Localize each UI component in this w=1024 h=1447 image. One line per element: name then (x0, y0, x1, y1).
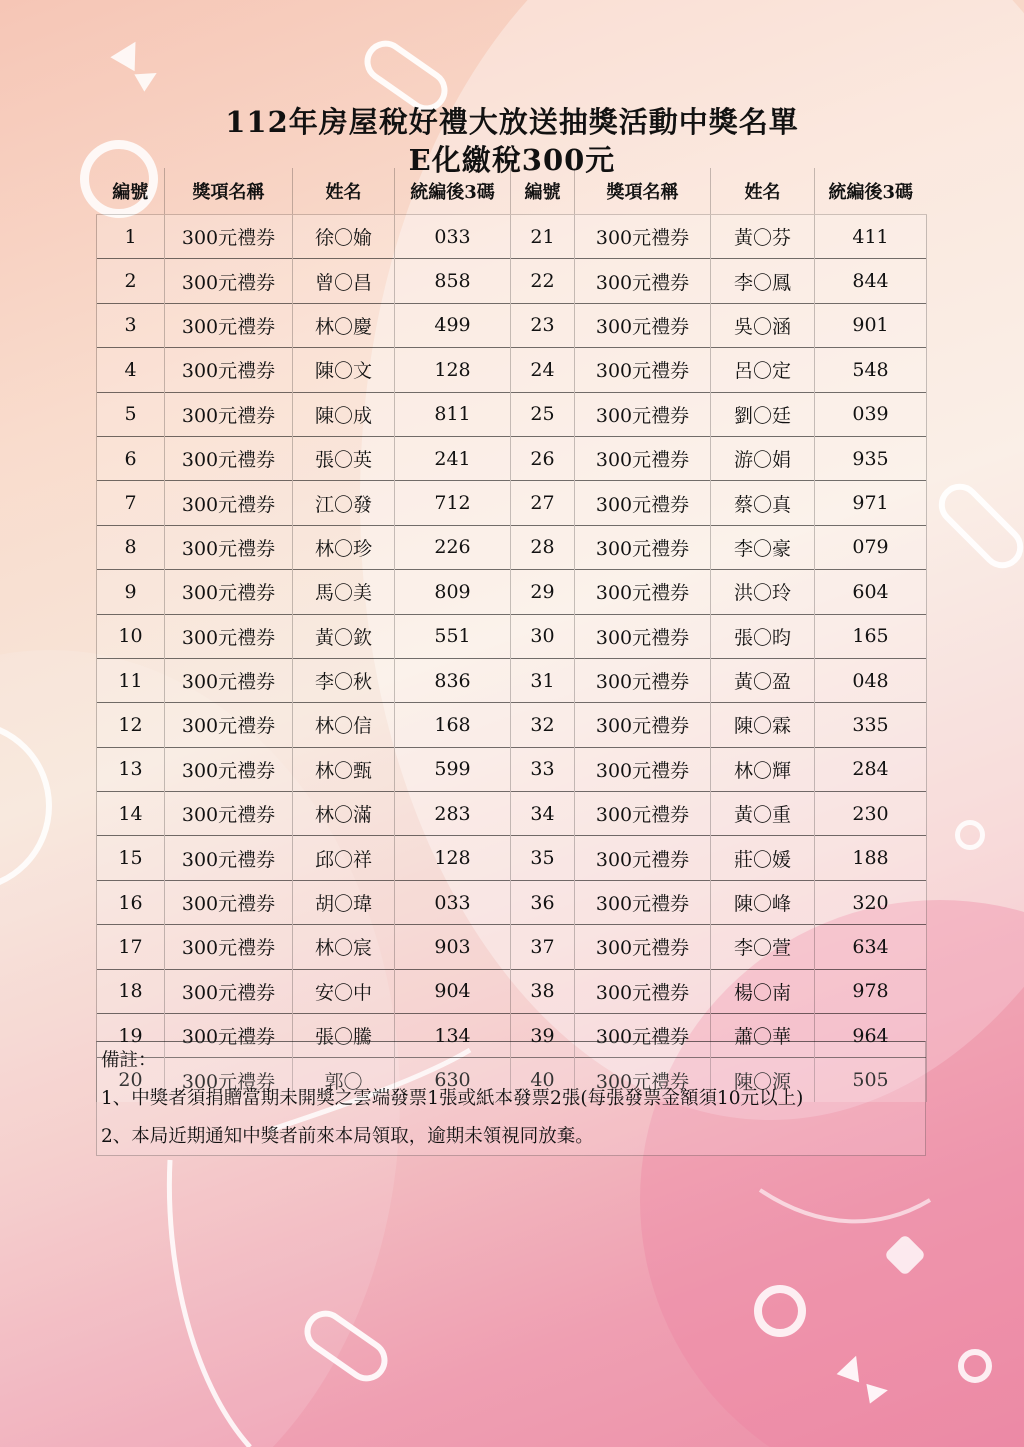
winner-name: 林〇慶 (293, 303, 395, 347)
tax-id-last3: 811 (395, 392, 511, 436)
tax-id-last3: 599 (395, 747, 511, 791)
table-row (97, 259, 927, 303)
prize-name: 300元禮券 (575, 570, 711, 614)
winner-number: 36 (511, 880, 575, 924)
winner-name: 陳〇成 (293, 392, 395, 436)
winner-number: 6 (97, 436, 165, 480)
table-row (97, 348, 927, 392)
winner-number: 39 (511, 1014, 575, 1058)
tax-id-last3: 320 (815, 880, 927, 924)
prize-name: 300元禮券 (575, 880, 711, 924)
prize-name: 300元禮券 (165, 348, 293, 392)
winner-number: 40 (511, 1058, 575, 1102)
winner-name: 胡〇瑋 (293, 880, 395, 924)
winner-name: 陳〇峰 (711, 880, 815, 924)
winner-name: 吳〇涵 (711, 303, 815, 347)
winner-number: 10 (97, 614, 165, 658)
winner-name: 陳〇源 (711, 1058, 815, 1102)
page-subtitle: E化繳稅300元 (408, 143, 616, 177)
column-header: 統編後3碼 (815, 168, 927, 215)
winner-number: 27 (511, 481, 575, 525)
winner-name: 蔡〇真 (711, 481, 815, 525)
column-header: 姓名 (711, 168, 815, 215)
tax-id-last3: 230 (815, 792, 927, 836)
winner-number: 33 (511, 747, 575, 791)
prize-name: 300元禮券 (575, 525, 711, 569)
table-row (97, 880, 927, 924)
tax-id-last3: 901 (815, 303, 927, 347)
tax-id-last3: 978 (815, 969, 927, 1013)
winner-number: 13 (97, 747, 165, 791)
winner-number: 17 (97, 925, 165, 969)
prize-name: 300元禮券 (165, 303, 293, 347)
table-row (97, 703, 927, 747)
column-header: 獎項名稱 (165, 168, 293, 215)
winner-number: 29 (511, 570, 575, 614)
tax-id-last3: 634 (815, 925, 927, 969)
tax-id-last3: 964 (815, 1014, 927, 1058)
tax-id-last3: 128 (395, 836, 511, 880)
winner-name: 林〇珍 (293, 525, 395, 569)
tax-id-last3: 809 (395, 570, 511, 614)
notes-line: 1、中獎者須捐贈當期未開獎之雲端發票1張或紙本發票2張(每張發票金額須10元以上) (101, 1088, 804, 1109)
column-header: 編號 (97, 168, 165, 215)
winner-name: 張〇騰 (293, 1014, 395, 1058)
tax-id-last3: 903 (395, 925, 511, 969)
table-row (97, 215, 927, 259)
winner-name: 郭〇 (293, 1058, 395, 1102)
tax-id-last3: 505 (815, 1058, 927, 1102)
column-header: 統編後3碼 (395, 168, 511, 215)
winner-name: 陳〇霖 (711, 703, 815, 747)
winner-name: 李〇萱 (711, 925, 815, 969)
prize-name: 300元禮券 (165, 792, 293, 836)
winner-name: 林〇宸 (293, 925, 395, 969)
winner-name: 蕭〇華 (711, 1014, 815, 1058)
winner-number: 38 (511, 969, 575, 1013)
tax-id-last3: 904 (395, 969, 511, 1013)
tax-id-last3: 188 (815, 836, 927, 880)
tax-id-last3: 165 (815, 614, 927, 658)
prize-name: 300元禮券 (165, 392, 293, 436)
winner-number: 34 (511, 792, 575, 836)
prize-name: 300元禮券 (165, 703, 293, 747)
tax-id-last3: 712 (395, 481, 511, 525)
table-row (97, 570, 927, 614)
tax-id-last3: 284 (815, 747, 927, 791)
winner-name: 黃〇盈 (711, 658, 815, 702)
tax-id-last3: 335 (815, 703, 927, 747)
winner-name: 李〇秋 (293, 658, 395, 702)
winner-number: 26 (511, 436, 575, 480)
winner-number: 7 (97, 481, 165, 525)
prize-name: 300元禮券 (575, 836, 711, 880)
tax-id-last3: 033 (395, 880, 511, 924)
prize-name: 300元禮券 (575, 215, 711, 259)
table-row (97, 747, 927, 791)
winner-name: 曾〇昌 (293, 259, 395, 303)
tax-id-last3: 033 (395, 215, 511, 259)
notes-line: 2、本局近期通知中獎者前來本局領取，逾期未領視同放棄。 (101, 1126, 594, 1147)
winner-name: 游〇娟 (711, 436, 815, 480)
tax-id-last3: 411 (815, 215, 927, 259)
prize-name: 300元禮券 (165, 481, 293, 525)
prize-name: 300元禮券 (165, 969, 293, 1013)
winner-number: 37 (511, 925, 575, 969)
prize-name: 300元禮券 (165, 836, 293, 880)
column-header: 姓名 (293, 168, 395, 215)
winner-name: 莊〇媛 (711, 836, 815, 880)
tax-id-last3: 079 (815, 525, 927, 569)
table-header-row (97, 168, 927, 215)
prize-name: 300元禮券 (575, 614, 711, 658)
winner-number: 20 (97, 1058, 165, 1102)
prize-name: 300元禮券 (575, 436, 711, 480)
tax-id-last3: 499 (395, 303, 511, 347)
winner-number: 23 (511, 303, 575, 347)
prize-name: 300元禮券 (165, 215, 293, 259)
column-header: 獎項名稱 (575, 168, 711, 215)
winner-name: 林〇甄 (293, 747, 395, 791)
winner-name: 江〇發 (293, 481, 395, 525)
prize-name: 300元禮券 (575, 658, 711, 702)
prize-name: 300元禮券 (165, 614, 293, 658)
winner-name: 劉〇廷 (711, 392, 815, 436)
winner-number: 21 (511, 215, 575, 259)
winner-number: 19 (97, 1014, 165, 1058)
winner-number: 9 (97, 570, 165, 614)
table-row (97, 436, 927, 480)
winner-number: 28 (511, 525, 575, 569)
prize-name: 300元禮券 (165, 658, 293, 702)
tax-id-last3: 226 (395, 525, 511, 569)
winner-number: 2 (97, 259, 165, 303)
winner-name: 呂〇定 (711, 348, 815, 392)
tax-id-last3: 134 (395, 1014, 511, 1058)
winner-number: 31 (511, 658, 575, 702)
table-row (97, 836, 927, 880)
table-row (97, 303, 927, 347)
prize-name: 300元禮券 (575, 392, 711, 436)
winner-name: 洪〇玲 (711, 570, 815, 614)
notes-section (96, 1041, 926, 1156)
tax-id-last3: 168 (395, 703, 511, 747)
prize-name: 300元禮券 (165, 747, 293, 791)
prize-name: 300元禮券 (165, 259, 293, 303)
tax-id-last3: 048 (815, 658, 927, 702)
winner-number: 32 (511, 703, 575, 747)
winner-number: 15 (97, 836, 165, 880)
winner-name: 安〇中 (293, 969, 395, 1013)
winner-name: 林〇輝 (711, 747, 815, 791)
winner-name: 張〇昀 (711, 614, 815, 658)
winner-number: 3 (97, 303, 165, 347)
tax-id-last3: 935 (815, 436, 927, 480)
winner-name: 黃〇欽 (293, 614, 395, 658)
table-row (97, 481, 927, 525)
table-row (97, 792, 927, 836)
prize-name: 300元禮券 (575, 348, 711, 392)
prize-name: 300元禮券 (575, 259, 711, 303)
tax-id-last3: 630 (395, 1058, 511, 1102)
tax-id-last3: 283 (395, 792, 511, 836)
prize-name: 300元禮券 (575, 303, 711, 347)
tax-id-last3: 551 (395, 614, 511, 658)
tax-id-last3: 604 (815, 570, 927, 614)
winner-name: 李〇豪 (711, 525, 815, 569)
tax-id-last3: 548 (815, 348, 927, 392)
prize-name: 300元禮券 (575, 1058, 711, 1102)
prize-name: 300元禮券 (165, 570, 293, 614)
tax-id-last3: 241 (395, 436, 511, 480)
tax-id-last3: 844 (815, 259, 927, 303)
winner-name: 徐〇媮 (293, 215, 395, 259)
tax-id-last3: 971 (815, 481, 927, 525)
table-row (97, 525, 927, 569)
table-row (97, 614, 927, 658)
prize-name: 300元禮券 (165, 1014, 293, 1058)
table-row (97, 392, 927, 436)
prize-name: 300元禮券 (575, 747, 711, 791)
tax-id-last3: 128 (395, 348, 511, 392)
winner-name: 張〇英 (293, 436, 395, 480)
prize-name: 300元禮券 (165, 525, 293, 569)
winner-table (96, 168, 927, 1102)
prize-name: 300元禮券 (575, 969, 711, 1013)
winner-name: 黃〇芬 (711, 215, 815, 259)
winner-number: 12 (97, 703, 165, 747)
prize-name: 300元禮券 (575, 792, 711, 836)
column-header: 編號 (511, 168, 575, 215)
winner-number: 8 (97, 525, 165, 569)
prize-name: 300元禮券 (165, 880, 293, 924)
tax-id-last3: 039 (815, 392, 927, 436)
prize-name: 300元禮券 (165, 1058, 293, 1102)
winner-number: 35 (511, 836, 575, 880)
winner-number: 24 (511, 348, 575, 392)
winner-number: 1 (97, 215, 165, 259)
page-title: 112年房屋稅好禮大放送抽獎活動中獎名單 (225, 105, 799, 139)
prize-name: 300元禮券 (575, 1014, 711, 1058)
winner-name: 林〇信 (293, 703, 395, 747)
winner-number: 14 (97, 792, 165, 836)
winner-number: 18 (97, 969, 165, 1013)
winner-number: 25 (511, 392, 575, 436)
winner-name: 陳〇文 (293, 348, 395, 392)
tax-id-last3: 836 (395, 658, 511, 702)
notes-heading: 備註： (101, 1050, 157, 1071)
winner-number: 11 (97, 658, 165, 702)
winner-name: 楊〇南 (711, 969, 815, 1013)
prize-name: 300元禮券 (575, 703, 711, 747)
winner-name: 馬〇美 (293, 570, 395, 614)
table-row (97, 658, 927, 702)
winner-number: 5 (97, 392, 165, 436)
tax-id-last3: 858 (395, 259, 511, 303)
prize-name: 300元禮券 (575, 481, 711, 525)
winner-number: 16 (97, 880, 165, 924)
prize-name: 300元禮券 (575, 925, 711, 969)
table-row (97, 969, 927, 1013)
prize-name: 300元禮券 (165, 436, 293, 480)
winner-name: 邱〇祥 (293, 836, 395, 880)
winner-name: 林〇滿 (293, 792, 395, 836)
winner-name: 李〇鳳 (711, 259, 815, 303)
winner-number: 22 (511, 259, 575, 303)
prize-name: 300元禮券 (165, 925, 293, 969)
winner-number: 4 (97, 348, 165, 392)
winner-number: 30 (511, 614, 575, 658)
table-row (97, 925, 927, 969)
winner-name: 黃〇重 (711, 792, 815, 836)
